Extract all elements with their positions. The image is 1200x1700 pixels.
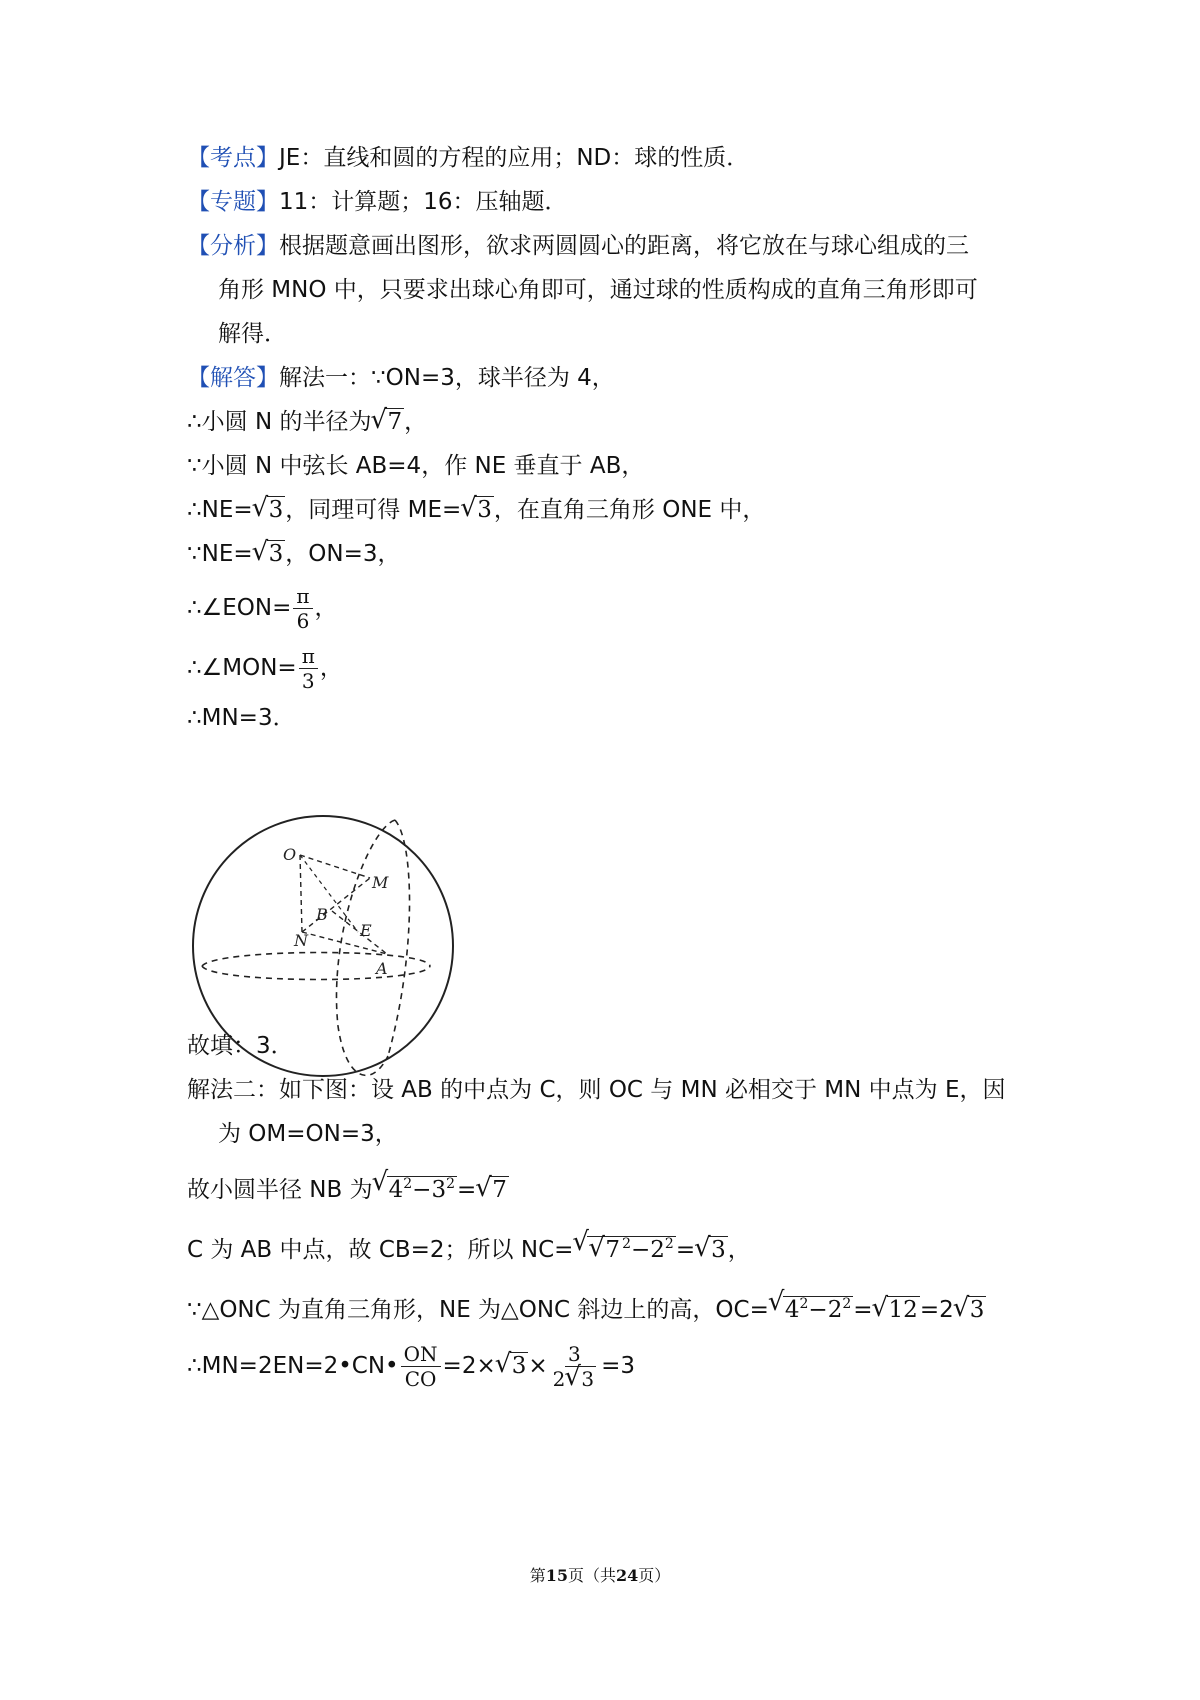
solution-line-5 [187,580,338,636]
base: 3 [431,1177,447,1203]
label-m: M [372,873,389,892]
sqrt-expression [254,494,286,526]
jieda-text: 解法一：∵ON=3，球半径为 4， [279,365,615,391]
footer-text: 第 [529,1566,546,1585]
exponent: 2 [799,1296,809,1312]
radicand: 3 [511,1353,527,1379]
text-segment: =3 [601,1353,636,1379]
label-a: A [376,959,388,978]
denominator: 3 [301,669,315,693]
fraction [293,584,312,633]
operator: × [528,1353,548,1379]
method-two-line-2: 为 OM=ON=3， [218,1121,398,1147]
label-b: B [316,905,328,924]
exponent: 2 [622,1236,631,1252]
great-circle-left-arc [336,820,395,1075]
solution-line-7: ∴MN=3． [187,705,296,731]
method-two-line-6 [187,1336,635,1396]
radicand: 3 [477,497,492,523]
denominator: 6 [296,609,310,633]
text-segment: ，同理可得 ME= [285,497,462,523]
guzhen-line: 故填：3． [187,1033,294,1059]
denominator: CO [404,1367,437,1391]
solution-line-3 [187,494,765,526]
radicand [783,1296,853,1323]
exponent: 2 [842,1296,852,1312]
kaodian-text: JE：直线和圆的方程的应用；ND：球的性质． [279,145,750,171]
text-segment: ∴∠MON= [187,655,297,681]
solution-line-6 [187,640,343,696]
operator: − [412,1177,432,1203]
fraction [550,1342,599,1391]
sqrt-expression [374,1168,457,1206]
great-circle-right-arc [388,820,410,1056]
footer-text: 页（共 [567,1566,616,1585]
method-two-line-1: 解法二：如下图：设 AB 的中点为 C，则 OC 与 MN 必相交于 MN 中点为 E，因 [187,1077,1006,1103]
kaodian-line [187,142,749,174]
text-segment: 故小圆半径 NB 为 [187,1177,373,1203]
solution-line-4 [187,538,401,570]
solution-line-2: ∵小圆 N 中弦长 AB=4，作 NE 垂直于 AB， [187,453,645,479]
page-footer [0,1563,1200,1586]
sqrt-expression [874,1294,920,1326]
fenxi-tag: 【分析】 [187,233,279,259]
text-segment: ∴MN=2EN=2•CN• [187,1353,399,1379]
exponent: 2 [403,1176,413,1192]
exponent: 2 [446,1176,456,1192]
text-segment: ， [727,1237,751,1263]
segment-oe [300,855,358,932]
sqrt-expression [590,1234,622,1266]
solution-line-1 [187,406,427,438]
method-two-line-5 [187,1288,986,1326]
operator: = [457,1177,477,1203]
base: 4 [388,1177,404,1203]
radicand: 3 [268,497,284,523]
sqrt-expression [372,406,404,438]
radicand: 7 [387,409,403,435]
page-number: 15 [545,1566,568,1585]
jieda-line [187,362,615,394]
fraction [299,644,318,693]
fenxi-line-2: 角形 MNO 中，只要求出球心角即可，通过球的性质构成的直角三角形即可 [218,277,978,303]
radicand: 3 [711,1237,726,1263]
text-segment: ， [319,655,343,681]
text-segment: C 为 AB 中点，故 CB=2；所以 NC= [187,1237,574,1263]
fraction [401,1342,441,1391]
base: 4 [784,1297,800,1323]
jieda-tag: 【解答】 [187,365,279,391]
radicand: 7 [492,1177,507,1203]
text-segment: ∴小圆 N 的半径为 [187,409,372,435]
fenxi-text-1: 根据题意画出图形，欲求两圆圆心的距离，将它放在与球心组成的三 [279,233,969,259]
text-segment: ， [314,595,338,621]
text-segment: ∵NE= [187,541,253,567]
sqrt-expression [477,1174,509,1206]
exponent: 2 [664,1236,674,1252]
label-e: E [360,921,372,940]
operator: −2 [808,1297,843,1323]
method-two-line-4 [187,1228,751,1266]
zhuanti-text: 11：计算题；16：压轴题． [279,189,568,215]
fenxi-line-3: 解得． [218,321,287,347]
numerator: ON [401,1342,441,1367]
label-n: N [294,931,308,950]
segment-on [300,855,302,932]
text-segment: ∵△ONC 为直角三角形，NE 为△ONC 斜边上的高，OC= [187,1297,769,1323]
numerator: 3 [565,1342,584,1367]
zhuanti-line [187,186,568,218]
radicand: 3 [969,1297,985,1323]
operator: −2 [630,1237,665,1263]
radicand: 3 [268,541,284,567]
radicand [387,1176,457,1203]
text-segment: =2× [442,1353,496,1379]
sqrt-expression [574,1228,675,1266]
coefficient: 2 [552,1367,566,1391]
denominator [550,1367,599,1391]
kaodian-tag: 【考点】 [187,145,279,171]
radicand: 12 [888,1297,918,1323]
text-segment: ，在直角三角形 ONE 中， [493,497,766,523]
numerator: π [299,644,318,669]
sqrt-expression [497,1336,529,1396]
text-segment: ，ON=3， [285,541,401,567]
sqrt-expression [566,1367,596,1391]
small-circle-front-arc [202,966,430,980]
radicand: 3 [581,1367,595,1391]
footer-text: 页） [638,1566,671,1585]
sqrt-expression [955,1294,987,1326]
operator: =2 [919,1297,954,1323]
sqrt-expression [770,1288,853,1326]
small-circle-back-arc [202,953,430,967]
sqrt-expression [696,1234,728,1266]
zhuanti-tag: 【专题】 [187,189,279,215]
sqrt-expression [254,538,286,570]
segment-na [302,932,387,954]
sqrt-expression [462,494,494,526]
radicand: 7 [605,1237,621,1263]
text-segment: ， [404,409,428,435]
radicand [587,1236,675,1263]
method-two-line-3 [187,1168,509,1206]
fenxi-line-1 [187,230,969,262]
total-pages: 24 [616,1566,639,1585]
text-segment: ∴∠EON= [187,595,292,621]
operator: = [853,1297,873,1323]
text-segment: ∴NE= [187,497,253,523]
numerator: π [293,584,312,609]
operator: = [675,1237,696,1263]
label-o: O [283,845,297,864]
